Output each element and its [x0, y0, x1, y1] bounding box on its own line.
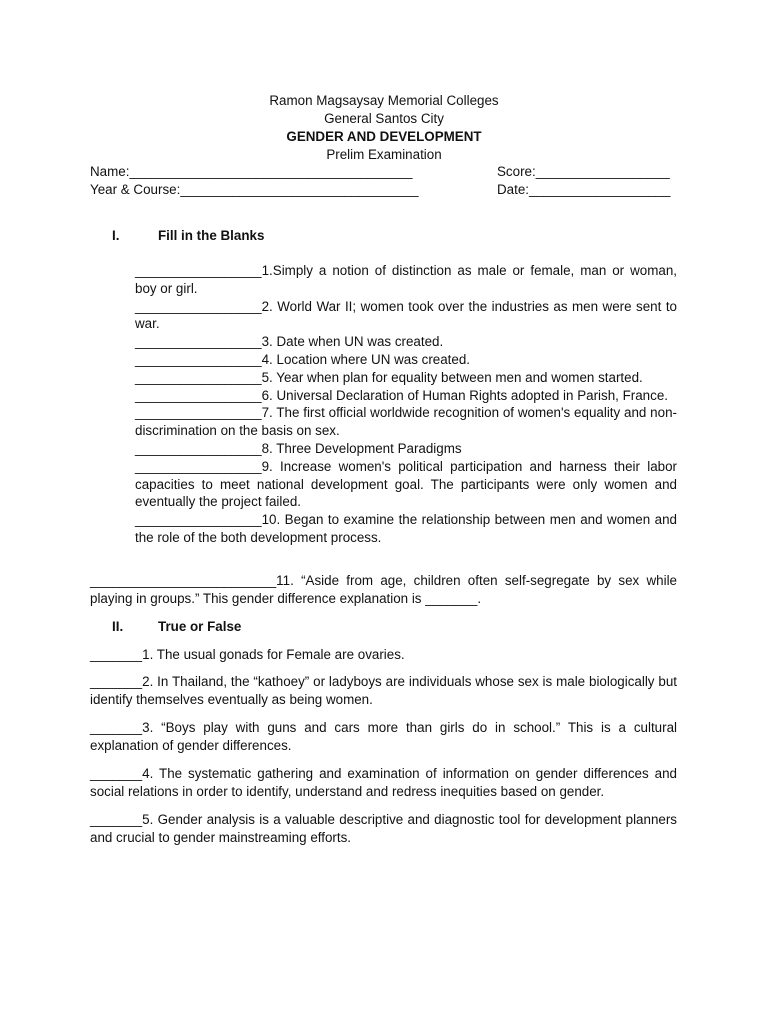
- exam-title: Prelim Examination: [326, 147, 442, 162]
- true-false-item-3: _______3. “Boys play with guns and cars more than girls do in school.” This is a cultural explanation of gender differences.: [90, 720, 677, 753]
- city-name: General Santos City: [324, 111, 444, 126]
- fill-blank-item-2: _________________2. World War II; women took over the industries as men were sent to war.: [135, 298, 677, 332]
- fill-blank-item-3: _________________3. Date when UN was created.: [135, 334, 444, 350]
- true-false-item-1: _______1. The usual gonads for Female are ovaries.: [90, 647, 405, 662]
- section-2-heading: True or False: [158, 619, 242, 634]
- fill-blank-item-6: _________________6. Universal Declaration of Human Rights adopted in Parish, France.: [135, 387, 668, 403]
- subject-title: GENDER AND DEVELOPMENT: [286, 129, 482, 144]
- fill-blanks-list: [135, 262, 677, 547]
- true-false-item-4: _______4. The systematic gathering and examination of information on gender differences and social relations in order to identify, understand and redress inequities based on gender.: [90, 766, 677, 799]
- fill-blank-item-8: _________________8. Three Development Paradigms: [135, 440, 462, 456]
- true-false-item-2: _______2. In Thailand, the “kathoey” or ladyboys are individuals whose sex is male biologically but identify themselves eventually as being women.: [90, 674, 677, 707]
- date-field: Date:___________________: [497, 182, 671, 197]
- fill-blank-item-4: _________________4. Location where UN was created.: [135, 351, 471, 367]
- section-1-number: I.: [112, 228, 120, 243]
- fill-blank-item-10: _________________10. Began to examine the relationship between men and women and the role of the both development process.: [135, 512, 677, 545]
- name-field: Name:______________________________________: [90, 164, 413, 179]
- fill-blank-item-11: _________________________11. “Aside from age, children often self-segregate by sex while playing in groups.” This gender difference explanation is _______.: [90, 573, 677, 606]
- true-false-item-5: _______5. Gender analysis is a valuable descriptive and diagnostic tool for development planners and crucial to gender mainstreaming efforts.: [90, 812, 677, 845]
- name-score-row: [90, 163, 677, 181]
- section-2-number: II.: [112, 619, 124, 634]
- fill-blank-item-1: _________________1.Simply a notion of distinction as male or female, man or woman, boy or girl.: [135, 263, 677, 296]
- year-course-field: Year & Course:________________________________: [90, 182, 419, 197]
- fill-blank-item-5: _________________5. Year when plan for equality between men and women started.: [135, 369, 643, 385]
- institution-name: Ramon Magsaysay Memorial Colleges: [269, 93, 499, 108]
- fill-blank-item-9: _________________9. Increase women's political participation and harness their labor capacities to meet national development goal. The participants were only women and eventually the project failed.: [135, 458, 677, 510]
- course-date-row: [90, 181, 677, 199]
- fill-blank-item-7: _________________7. The first official worldwide recognition of women's equality and non-discrimination on the basis on sex.: [135, 405, 677, 439]
- section-1-heading: Fill in the Blanks: [158, 228, 265, 243]
- score-field: Score:__________________: [497, 164, 670, 179]
- document-header: [0, 92, 768, 164]
